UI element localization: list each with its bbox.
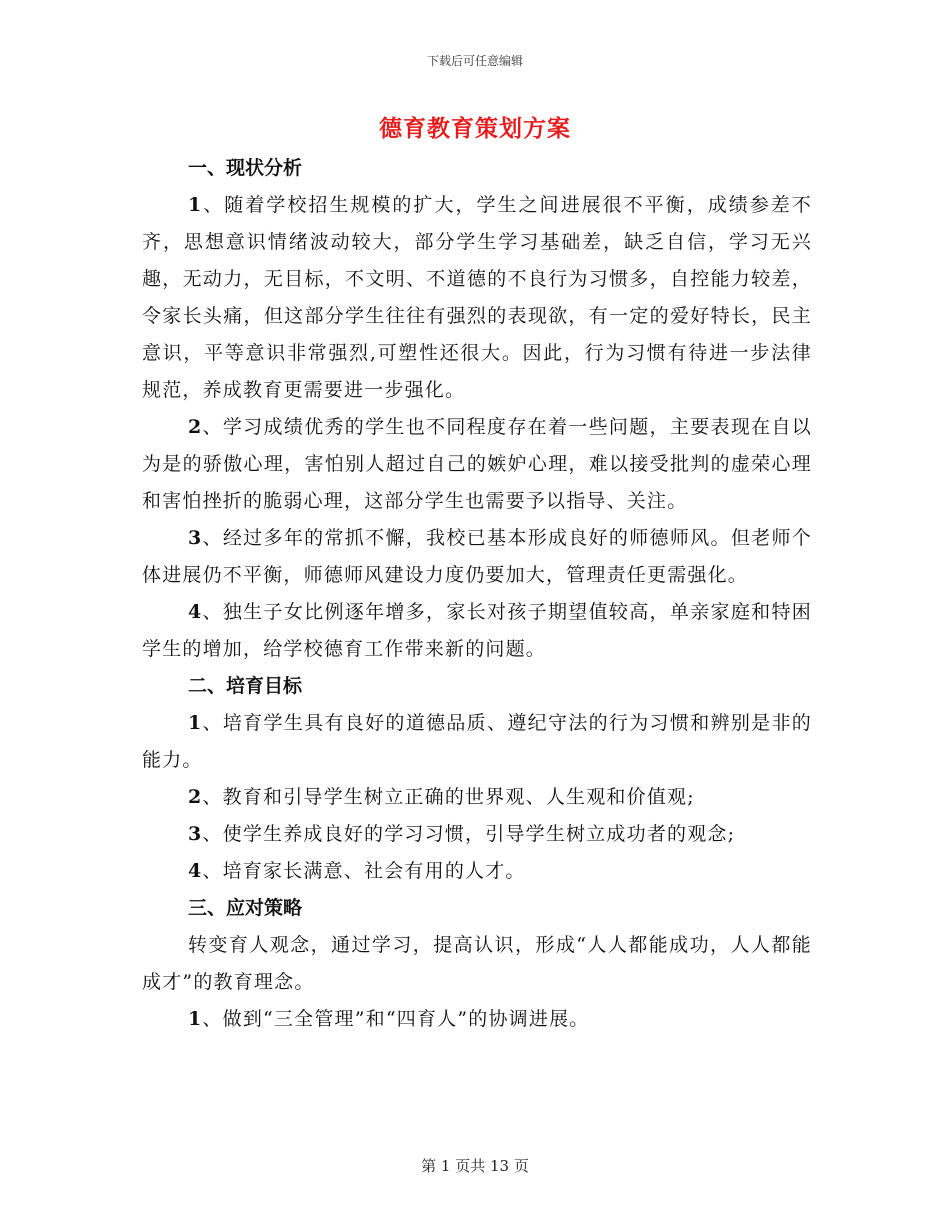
- section-heading: 一、现状分析: [188, 157, 303, 179]
- document-title: 德育教育策划方案: [379, 115, 571, 142]
- paragraph: [142, 779, 812, 816]
- paragraph: [142, 705, 812, 779]
- paragraph-text: 、经过多年的常抓不懈，我校已基本形成良好的师德师风。但老师个体进展仍不平衡，师德师风建设力度仍要加大，管理责任更需强化。: [142, 527, 812, 586]
- section-heading: 三、应对策略: [188, 897, 303, 919]
- paragraph: [142, 927, 812, 1001]
- paragraph-number: 4: [188, 601, 203, 623]
- paragraph-number: 1: [188, 194, 203, 216]
- paragraph-text: 、做到“三全管理”和“四育人”的协调进展。: [202, 1008, 590, 1030]
- section-heading: 二、培育目标: [188, 675, 303, 697]
- paragraph: [142, 594, 812, 668]
- paragraph-text: 、培育学生具有良好的道德品质、遵纪守法的行为习惯和辨别是非的能力。: [142, 712, 812, 771]
- paragraph-text: 、培育家长满意、社会有用的人才。: [202, 860, 526, 882]
- paragraph-text: 、教育和引导学生树立正确的世界观、人生观和价值观;: [202, 786, 695, 808]
- paragraph: [142, 1001, 812, 1038]
- paragraph-text: 、使学生养成良好的学习习惯，引导学生树立成功者的观念;: [202, 823, 736, 845]
- paragraph-number: 3: [188, 527, 203, 549]
- paragraph-number: 2: [188, 786, 203, 808]
- paragraph: [142, 816, 812, 853]
- paragraph-number: 3: [188, 823, 203, 845]
- paragraph-number: 2: [188, 416, 203, 438]
- paragraph-text: 、随着学校招生规模的扩大，学生之间进展很不平衡，成绩参差不齐，思想意识情绪波动较大，部分学生学习基础差，缺乏自信，学习无兴趣，无动力，无目标，不文明、不道德的不良行为习惯多，自控能力较差，令家长头痛，但这部分学生往往有强烈的表现欲，有一定的爱好特长，民主意识，平等意识非常强烈,可塑性还很大。因此，行为习惯有待进一步法律规范，养成教育更需要进一步强化。: [142, 194, 812, 401]
- paragraph-text: 转变育人观念，通过学习，提高认识，形成“人人都能成功，人人都能成才”的教育理念。: [142, 934, 812, 993]
- document-body: [142, 150, 812, 1038]
- paragraph: [142, 187, 812, 409]
- paragraph-number: 1: [188, 712, 203, 734]
- paragraph: [142, 853, 812, 890]
- paragraph-number: 1: [188, 1008, 203, 1030]
- page-footer: 第 1 页共 13 页: [421, 1157, 529, 1175]
- header-note: 下载后可任意编辑: [426, 54, 523, 68]
- paragraph: [142, 520, 812, 594]
- paragraph-text: 、独生子女比例逐年增多，家长对孩子期望值较高，单亲家庭和特困学生的增加，给学校德育工作带来新的问题。: [142, 601, 812, 660]
- paragraph: [142, 409, 812, 520]
- paragraph-number: 4: [188, 860, 203, 882]
- paragraph-text: 、学习成绩优秀的学生也不同程度存在着一些问题，主要表现在自以为是的骄傲心理，害怕别人超过自己的嫉妒心理，难以接受批判的虚荣心理和害怕挫折的脆弱心理，这部分学生也需要予以指导、关注。: [142, 416, 812, 512]
